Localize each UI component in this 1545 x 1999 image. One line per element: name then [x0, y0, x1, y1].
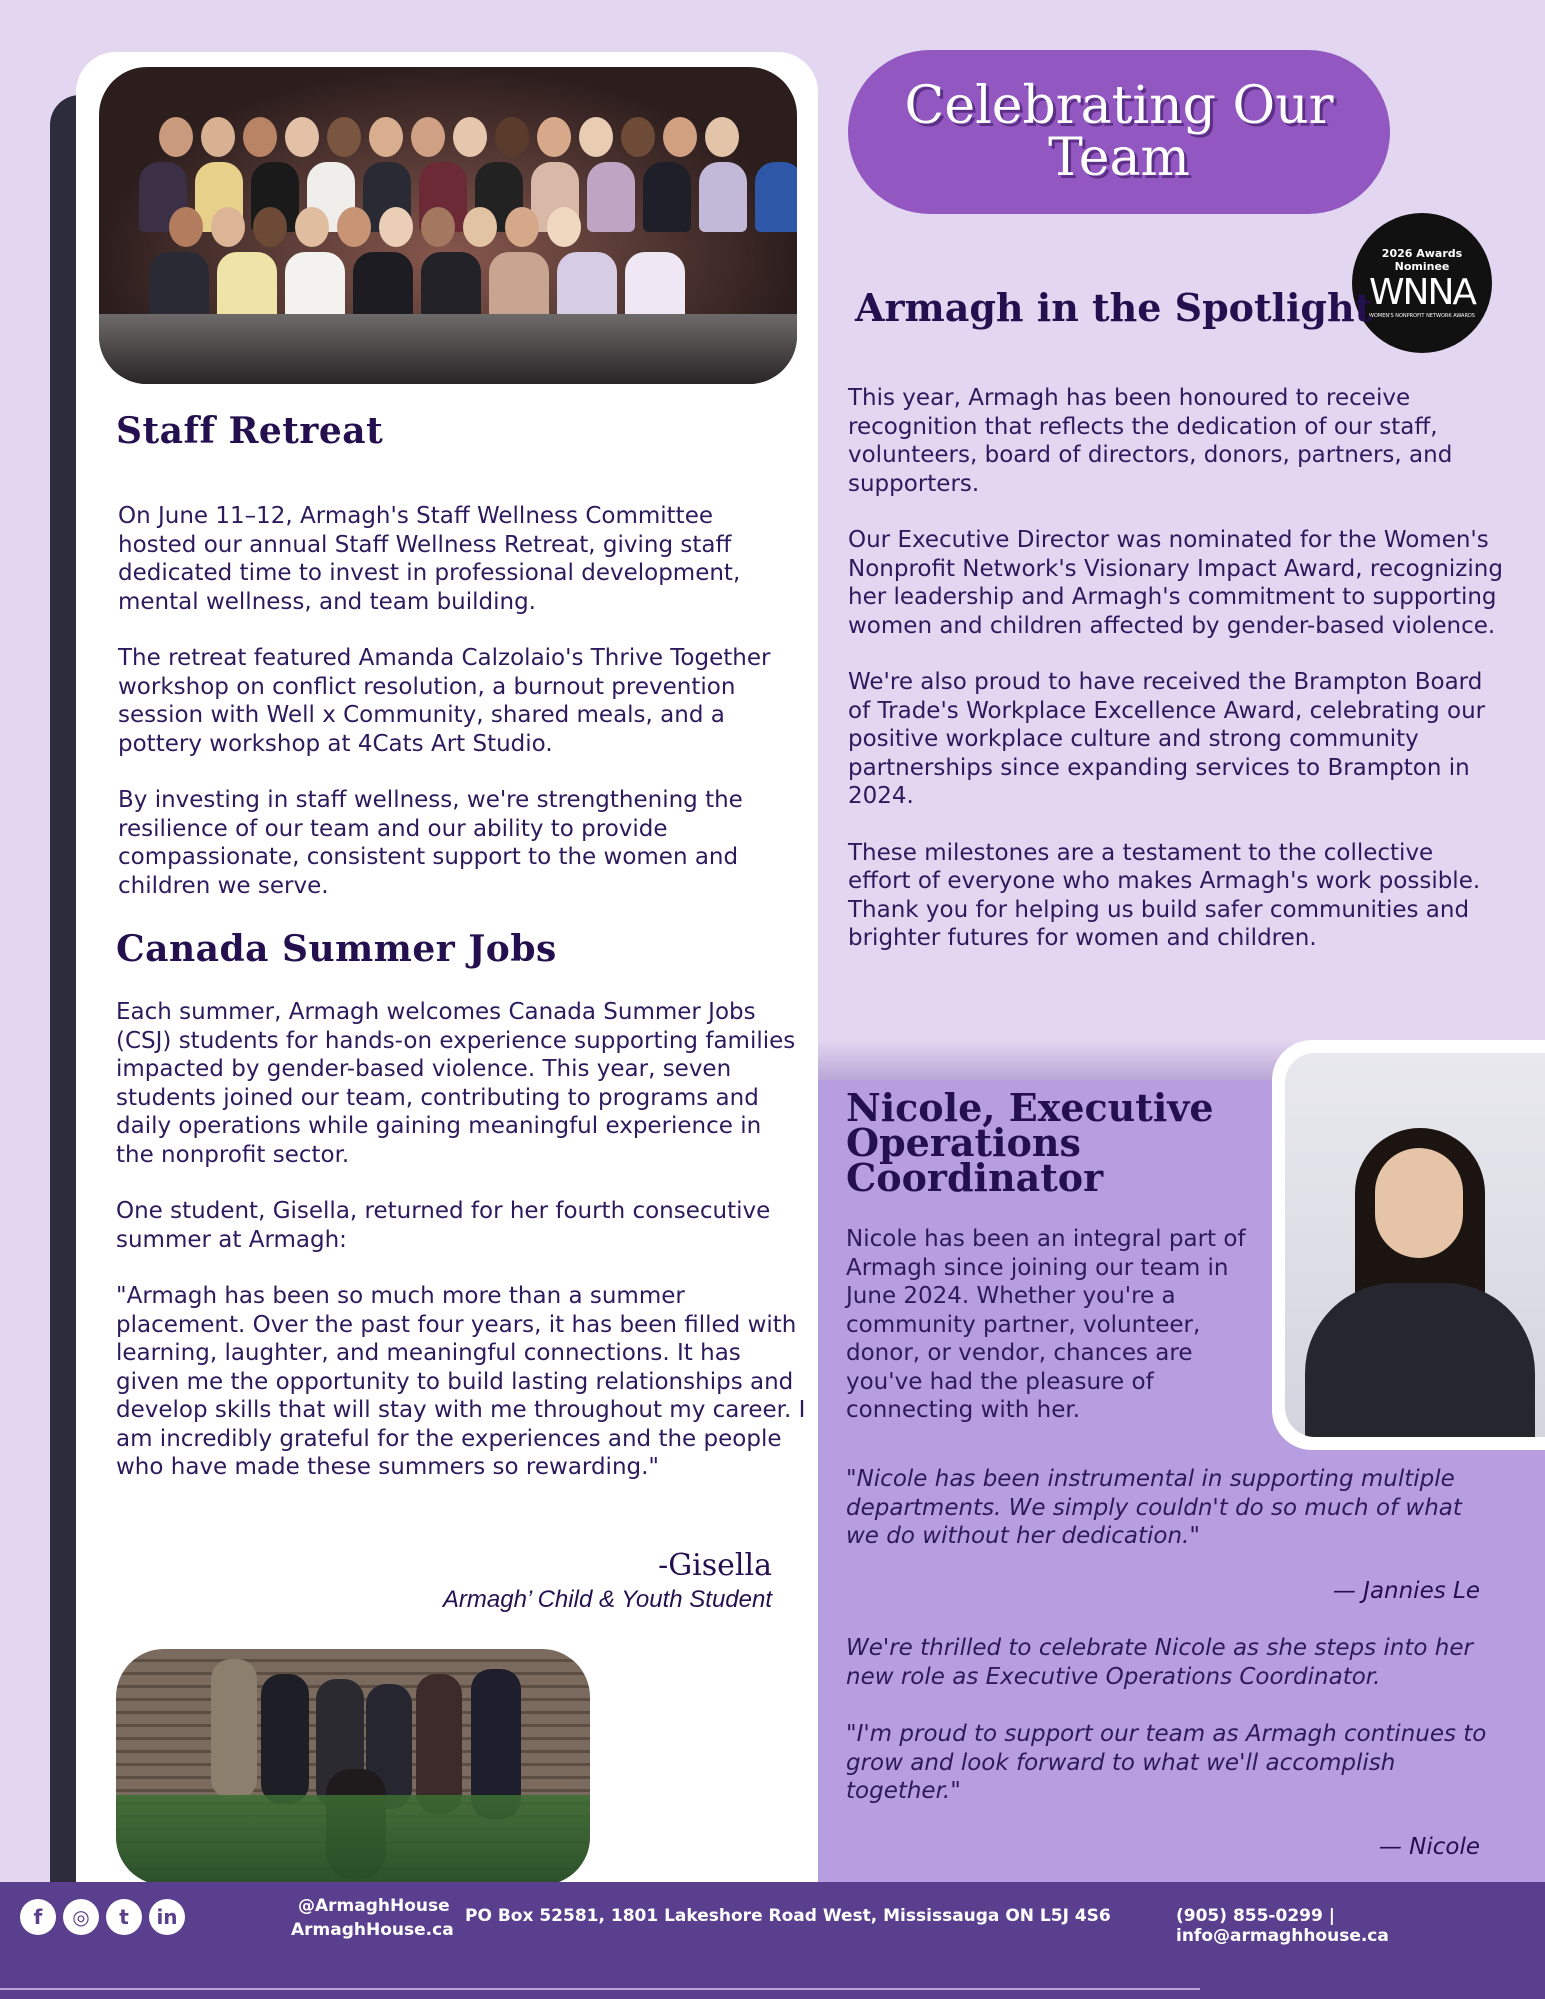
nicole-title-line3: Coordinator [846, 1155, 1104, 1200]
quote-attribution-jannies: — Jannies Le [1332, 1578, 1480, 1604]
linkedin-icon[interactable]: in [149, 1899, 185, 1935]
nicole-quote-jannies: "Nicole has been instrumental in supporting multiple departments. We simply couldn't do so much of what we do without her dedication." [846, 1466, 1462, 1549]
nicole-title-line1: Nicole, Executive [846, 1085, 1214, 1130]
summer-jobs-body [116, 998, 806, 1510]
awards-nominee-badge [1352, 213, 1492, 353]
staff-retreat-paragraph: On June 11–12, Armagh's Staff Wellness Committee hosted our annual Staff Wellness Retreat, giving staff dedicated time to invest in professional development, mental wellness, and team building. [118, 503, 741, 615]
footer-address: PO Box 52581, 1801 Lakeshore Road West, Mississauga ON L5J 4S6 [465, 1906, 1111, 1926]
twitter-icon[interactable]: t [106, 1899, 142, 1935]
quote-attribution-nicole: — Nicole [1378, 1834, 1480, 1860]
badge-sub-text: WOMEN'S NONPROFIT NETWORK AWARDS [1369, 313, 1475, 319]
spotlight-paragraph: Our Executive Director was nominated for the Women's Nonprofit Network's Visionary Impact Award, recognizing her leadership and Armagh's commitment to supporting women and children affected by gender-based violence. [848, 527, 1503, 639]
spotlight-paragraph: This year, Armagh has been honoured to receive recognition that reflects the dedication of our staff, volunteers, board of directors, donors, partners, and supporters. [848, 385, 1453, 497]
summer-jobs-paragraph: Each summer, Armagh welcomes Canada Summer Jobs (CSJ) students for hands-on experience supporting families impacted by gender-based violence. This year, seven students joined our team, contributing to programs and daily operations while gaining meaningful experience in the nonprofit sector. [116, 999, 796, 1168]
footer-contact[interactable]: (905) 855-0299 | info@armaghhouse.ca [1176, 1906, 1389, 1946]
nicole-quote-self: "I'm proud to support our team as Armagh continues to grow and look forward to what we'll accomplish together." [846, 1721, 1487, 1804]
nicole-celebrate-text: We're thrilled to celebrate Nicole as she steps into her new role as Executive Operations Coordinator. [846, 1635, 1473, 1690]
nicole-intro: Nicole has been an integral part of Armagh since joining our team in June 2024. Whether you're a community partner, volunteer, donor, or vendor, chances are you've had the pleasure of connecting with her. [846, 1226, 1246, 1423]
title-pill [848, 50, 1390, 214]
nicole-title [846, 1085, 1214, 1200]
spotlight-title: Armagh in the Spotlight [855, 285, 1373, 330]
spotlight-body [848, 384, 1503, 981]
instagram-icon[interactable]: ◎ [63, 1899, 99, 1935]
staff-retreat-paragraph: By investing in staff wellness, we're strengthening the resilience of our team and our ability to provide compassionate, consistent support to the women and children we serve. [118, 787, 743, 899]
gisella-signature: -Gisella [658, 1548, 772, 1583]
gisella-quote: "Armagh has been so much more than a summer placement. Over the past four years, it has been filled with learning, laughter, and meaningful connections. It has given me the opportunity to build lasting relationships and develop skills that will stay with me throughout my career. I am incredibly grateful for the experiences and the people who have made these summers so rewarding." [116, 1283, 806, 1480]
staff-retreat-body [118, 502, 798, 928]
summer-jobs-title: Canada Summer Jobs [116, 928, 557, 970]
summer-students-photo [116, 1649, 590, 1885]
staff-retreat-paragraph: The retreat featured Amanda Calzolaio's Thrive Together workshop on conflict resolution, a burnout prevention session with Well x Community, shared meals, and a pottery workshop at 4Cats Art Studio. [118, 645, 771, 757]
page-title-line1: Celebrating Our [904, 76, 1334, 136]
summer-jobs-paragraph: One student, Gisella, returned for her fourth consecutive summer at Armagh: [116, 1198, 771, 1253]
spotlight-paragraph: These milestones are a testament to the collective effort of everyone who makes Armagh's work possible. Thank you for helping us build safer communities and brighter futures for women and children. [848, 839, 1481, 951]
staff-retreat-title: Staff Retreat [116, 410, 384, 452]
footer-handle[interactable]: @ArmaghHouse [298, 1896, 450, 1916]
page-title-line2: Team [1048, 128, 1190, 188]
staff-team-photo [99, 67, 797, 384]
badge-top-text: 2026 Awards Nominee [1381, 247, 1463, 273]
spotlight-paragraph: We're also proud to have received the Brampton Board of Trade's Workplace Excellence Award, celebrating our positive workplace culture and strong community partnerships since expanding services to Brampton in 2024. [848, 669, 1486, 809]
social-icons [20, 1899, 185, 1935]
facebook-icon[interactable]: f [20, 1899, 56, 1935]
footer-website[interactable]: ArmaghHouse.ca [291, 1920, 454, 1940]
nicole-title-line2: Operations [846, 1120, 1081, 1165]
gisella-role: Armagh’ Child & Youth Student [442, 1586, 772, 1613]
badge-logo-text: WNNA [1368, 272, 1476, 313]
nicole-photo [1285, 1053, 1545, 1437]
